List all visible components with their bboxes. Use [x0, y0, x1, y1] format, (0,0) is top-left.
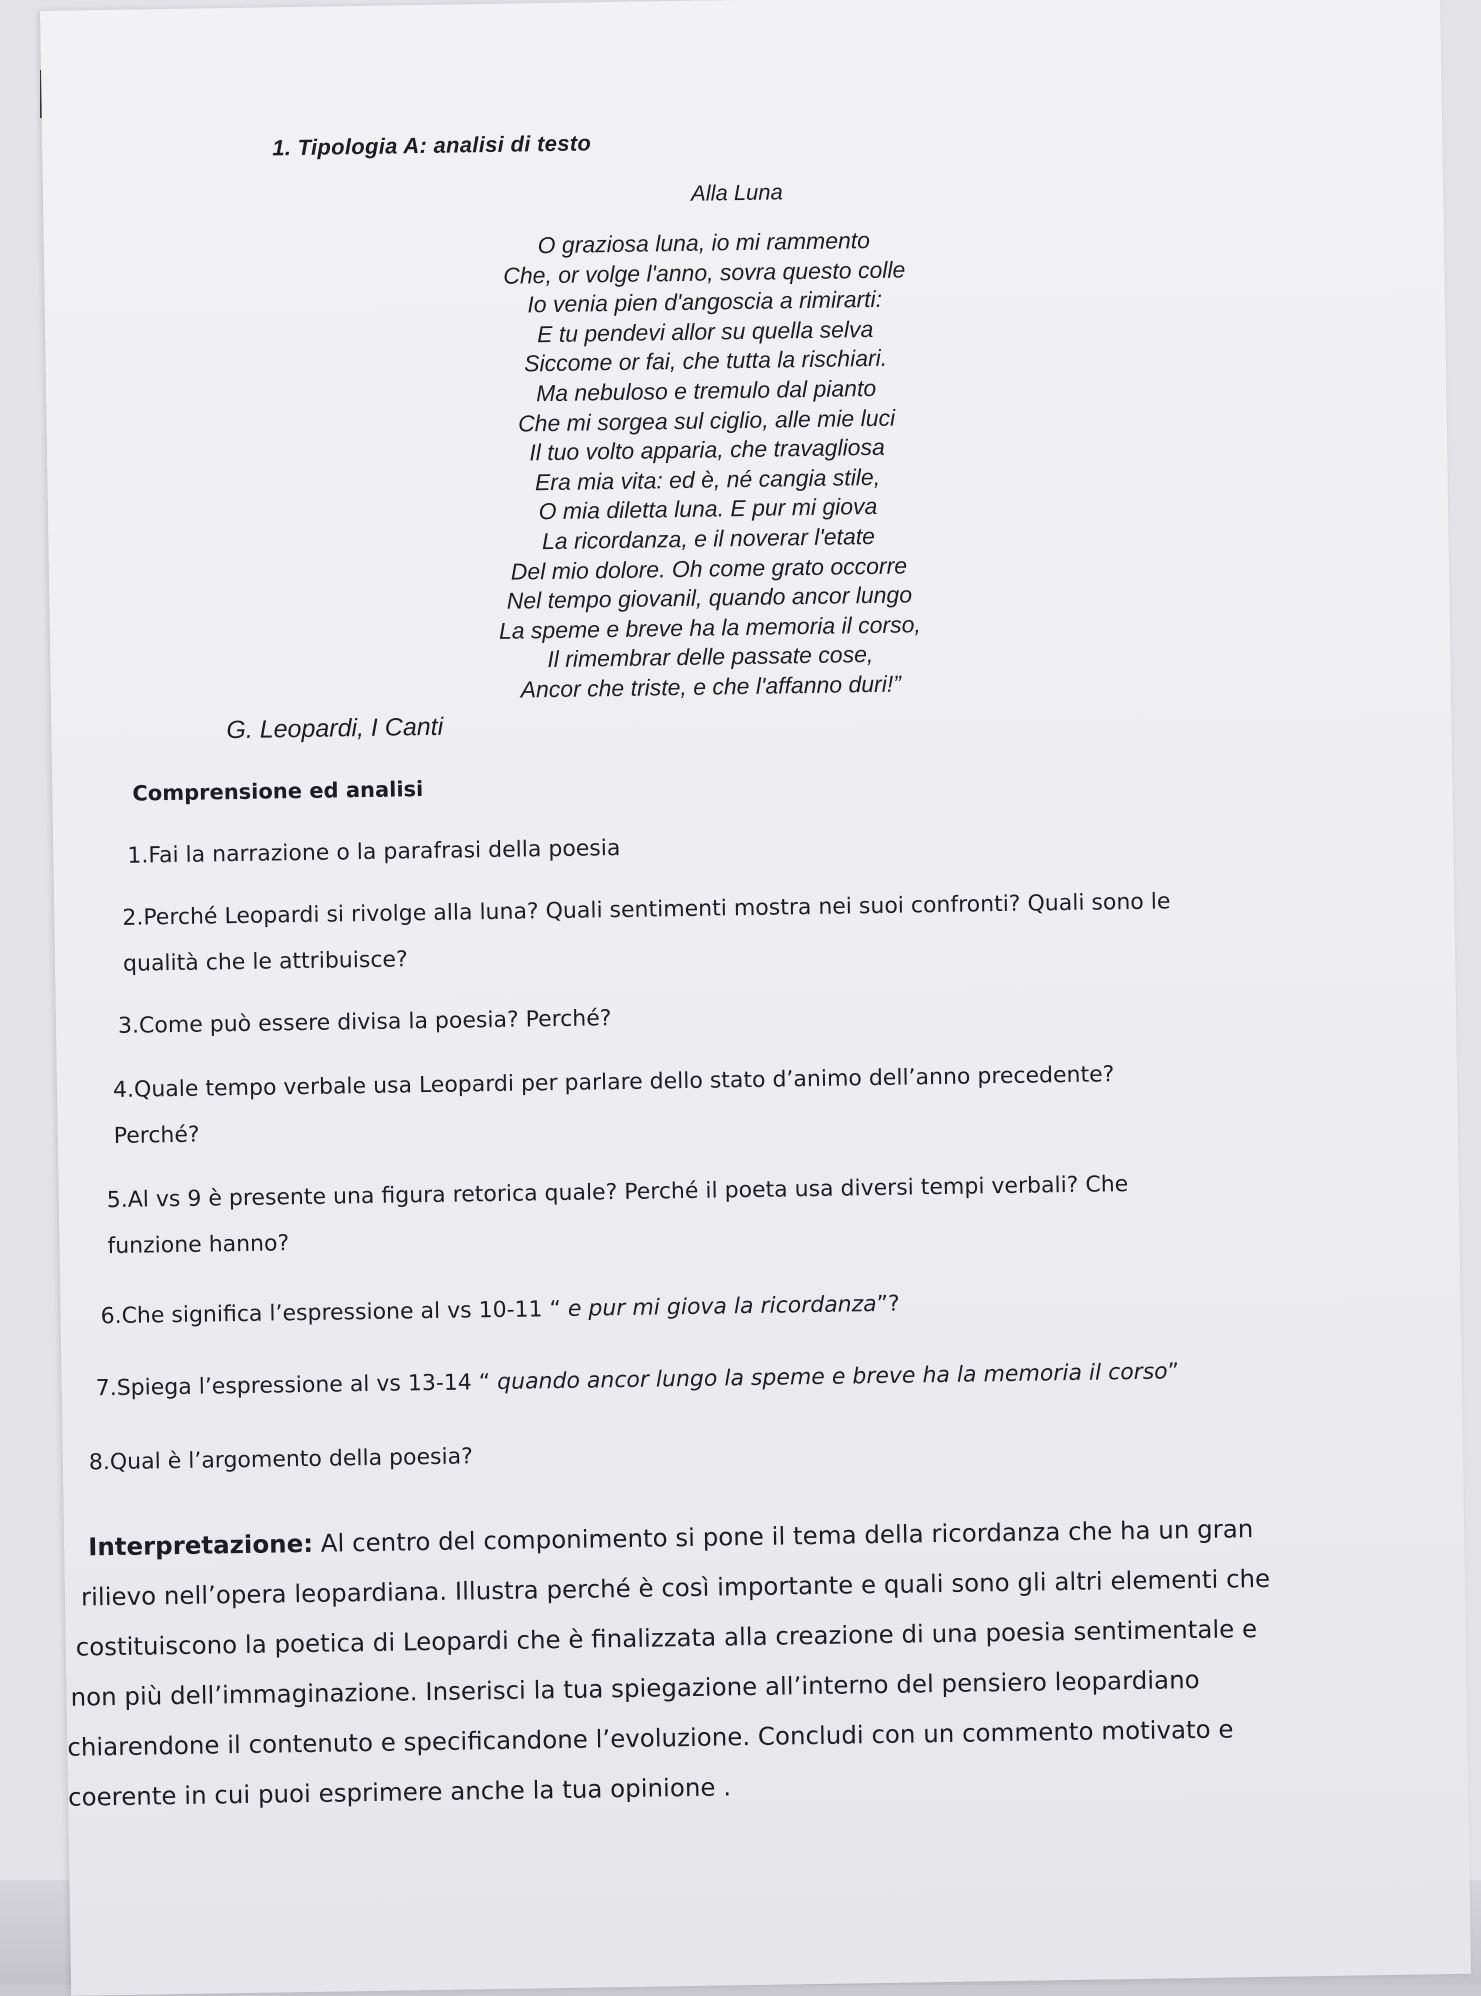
question-7 — [95, 1349, 1179, 1412]
question-text: 7.Spiega l’espressione al vs 13-14 “ — [95, 1369, 498, 1402]
poem-line: Io venia pien d'angoscia a rimirarti: — [527, 285, 883, 318]
question-text: 6.Che significa l’espressione al vs 10-11 “ — [100, 1296, 569, 1330]
question-8 — [89, 1434, 474, 1486]
poem-line: Ancor che triste, e che l'affanno duri!” — [520, 670, 902, 703]
interpretation-line: costituiscono la poetica di Leopardi che è finalizzata alla creazione di una poesia sentimentale e — [75, 1614, 1258, 1662]
question-1 — [127, 826, 621, 880]
poem-line: Nel tempo giovanil, quando ancor lungo — [506, 581, 913, 614]
question-text: Perché? — [113, 1122, 200, 1149]
poem-attribution: G. Leopardi, I Canti — [226, 712, 444, 745]
question-text: qualità che le attribuisce? — [122, 947, 408, 977]
comprehension-heading: Comprensione ed analisi — [132, 777, 424, 806]
question-text: 4.Quale tempo verbale usa Leopardi per parlare dello stato d’animo dell’anno precedente? — [112, 1062, 1115, 1103]
question-6 — [100, 1282, 900, 1341]
question-text: 3.Come può essere divisa la poesia? Perché? — [117, 1006, 612, 1039]
poem-line: Il tuo volto apparia, che travagliosa — [529, 433, 885, 466]
poem-line: La ricordanza, e il noverar l'etate — [541, 522, 876, 555]
poem-line: Che, or volge l'anno, sovra questo colle — [503, 256, 906, 289]
question-text: funzione hanno? — [107, 1231, 290, 1260]
question-3 — [118, 996, 612, 1050]
poem-line: Ma nebuloso e tremulo dal pianto — [535, 374, 877, 407]
interpretation-paragraph — [64, 1502, 1399, 1823]
section-title: 1. Tipologia A: analisi di testo — [272, 130, 592, 161]
question-text: 5.Al vs 9 è presente una figura retorica quale? Perché il poeta usa diversi tempi verbali? Che — [106, 1172, 1129, 1214]
question-text: ” — [1167, 1359, 1180, 1385]
interpretation-text: Al centro del componimento si pone il tema della ricordanza che ha un gran — [312, 1514, 1254, 1558]
poem-line: O graziosa luna, io mi rammento — [537, 226, 871, 259]
question-2 — [122, 879, 1172, 987]
interpretation-label: Interpretazione: — [87, 1528, 314, 1562]
question-quote: e pur mi giova la ricordanza — [567, 1292, 877, 1322]
poem-line: La speme e breve ha la memoria il corso, — [498, 610, 921, 644]
interpretation-line: non più dell’immaginazione. Inserisci la tua spiegazione all’interno del pensiero leopardiano — [70, 1664, 1200, 1712]
question-text: 1.Fai la narrazione o la parafrasi della poesia — [127, 835, 621, 869]
poem-line: Il rimembrar delle passate cose, — [547, 641, 874, 673]
interpretation-line: rilievo nell’opera leopardiana. Illustra perché è così importante e quali sono gli altri elementi che — [80, 1563, 1271, 1612]
poem-line: Era mia vita: ed è, né cangia stile, — [534, 463, 881, 496]
question-text: 8.Qual è l’argomento della poesia? — [88, 1444, 473, 1476]
question-text: ”? — [876, 1291, 900, 1318]
interpretation-line: coerente in cui puoi esprimere anche la tua opinione . — [67, 1772, 732, 1812]
poem-line: E tu pendevi allor su quella selva — [536, 315, 874, 348]
interpretation-line: chiarendone il contenuto e specificandone l’evoluzione. Concludi con un commento motivato e — [67, 1714, 1234, 1762]
document-sheet — [40, 0, 1471, 1996]
poem-line: Siccome or fai, che tutta la rischiari. — [523, 345, 888, 377]
poem-line: O mia diletta luna. E pur mi giova — [538, 493, 878, 525]
poem-title: Alla Luna — [690, 179, 783, 206]
poem-text — [424, 224, 991, 706]
poem-line: Del mio dolore. Oh come grato occorre — [510, 551, 908, 585]
question-quote: quando ancor lungo la speme e breve ha la memoria il corso — [497, 1359, 1168, 1395]
question-text: 2.Perché Leopardi si rivolge alla luna? Quali sentimenti mostra nei suoi confronti? Quali sono le — [122, 889, 1171, 931]
question-4 — [113, 1052, 1116, 1160]
poem-line: Che mi sorgea sul ciglio, alle mie luci — [517, 404, 896, 437]
question-5 — [106, 1162, 1129, 1270]
